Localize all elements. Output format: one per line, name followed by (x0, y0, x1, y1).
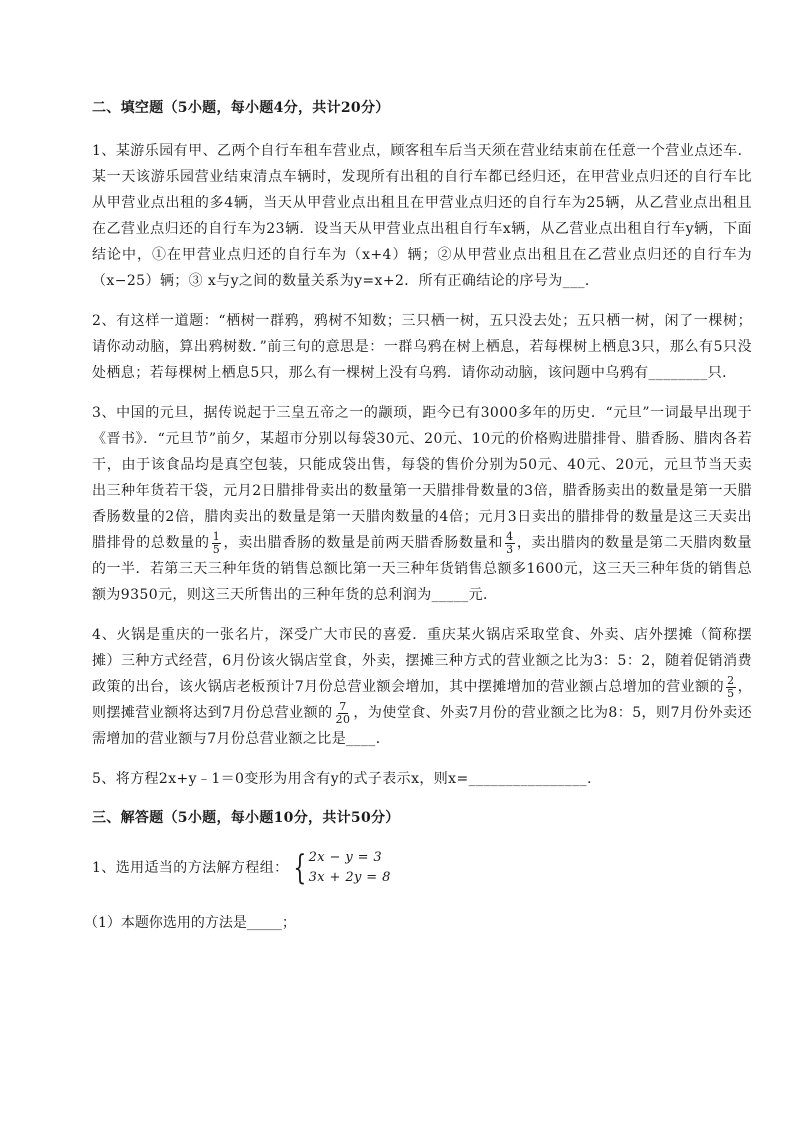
question-2-2: 2、有这样一道题：“栖树一群鸦，鸦树不知数；三只栖一树，五只没去处；五只栖一树，闲了一棵树；请你动动脑，算出鸦树数．”前三句的意思是：一群乌鸦在树上栖息，若每棵树上栖息3只，那么有5只没处栖息；若每棵树上栖息5只，那么有一棵树上没有乌鸦．请你动动脑，该问题中乌鸦有________只． (92, 313, 752, 381)
fraction-numerator: 2 (727, 673, 735, 687)
question-3-1-text: 1、选用适当的方法解方程组： (92, 860, 289, 876)
fraction-one-fifth (212, 531, 221, 556)
question-2-1: 1、某游乐园有甲、乙两个自行车租车营业点，顾客租车后当天须在营业结束前在任意一个营业点还车．某一天该游乐园营业结束清点车辆时，发现所有出租的自行车都已经归还，在甲营业点归还的自行车比从甲营业点出租的多4辆，当天从甲营业点出租且在甲营业点归还的自行车为25辆，从乙营业点出租且在乙营业点归还的自行车为23辆．设当天从甲营业点出租自行车x辆，从乙营业点出租自行车y辆，下面结论中，①在甲营业点归还的自行车为（x+4）辆；②从甲营业点出租且在乙营业点归还的自行车为（x−25）辆；③ x与y之间的数量关系为y=x+2．所有正确结论的序号为___． (92, 143, 752, 289)
question-2-3-part3: ，卖出腊肉的数量是第二天腊肉数量的一半．若第三天三种年货的销售总额比第一天三种年货销售总额多1600元，这三天三种年货的销售总额为9350元，则这三天所售出的三种年货的总利润为_____元． (92, 535, 752, 603)
fraction-denominator: 5 (727, 686, 735, 700)
question-3-1-subpart-1: （1）本题你选用的方法是_____； (84, 915, 296, 931)
question-2-4 (92, 622, 752, 752)
question-3-1 (92, 848, 752, 888)
equation-2: 3x + 2y = 8 (308, 870, 391, 885)
fraction-numerator: 1 (212, 529, 221, 543)
question-2-4-part1: 4、火锅是重庆的一张名片，深受广大市民的喜爱．重庆某火锅店采取堂食、外卖、店外摆摊（简称摆摊）三种方式经营，6月份该火锅店堂食，外卖，摆摊三种方式的营业额之比为3：5：2，随着促销消费政策的出台，该火锅店老板预计7月份总营业额会增加，其中摆摊增加的营业额占总增加的营业额的 (92, 627, 752, 695)
question-2-3-part2: ，卖出腊香肠的数量是前两天腊香肠数量和 (223, 535, 504, 551)
equation-1: 2x − y = 3 (308, 850, 383, 865)
fraction-two-fifths (726, 675, 735, 700)
fraction-numerator: 7 (339, 699, 347, 713)
fraction-denominator: 20 (335, 712, 351, 726)
question-2-3-part1: 3、中国的元旦，据传说起于三皇五帝之一的颛顼，距今已有3000多年的历史．“元旦”一词最早出现于《晋书》．“元旦节”前夕，某超市分别以每袋30元、20元、10元的价格购进腊排骨、腊香肠、腊肉各若干，由于该食品均是真空包装，只能成袋出售，每袋的售价分别为50元、40元、20元，元旦节当天卖出三种年货若干袋，元月2日腊排骨卖出的数量第一天腊排骨数量的3倍，腊香肠卖出的数量是第一天腊香肠数量的2倍，腊肉卖出的数量是第一天腊肉数量的4倍；元月3日卖出的腊排骨的数量是这三天卖出腊排骨的总数量的 (92, 405, 752, 551)
fraction-denominator: 3 (506, 542, 514, 556)
question-2-4-part2: ，则摆摊营业额将达到7月份总营业额的 (92, 679, 752, 721)
fraction-seven-twentieths (335, 701, 352, 726)
fraction-denominator: 5 (212, 542, 221, 556)
content-column (84, 96, 752, 936)
fraction-numerator: 4 (506, 529, 514, 543)
section2-heading: 二、填空题（5小题，每小题4分，共计20分） (92, 100, 390, 116)
fraction-four-thirds (505, 531, 514, 556)
question-2-3 (92, 400, 752, 608)
question-2-4-part3: ，为使堂食、外卖7月份的营业额之比为8：5，则7月份外卖还需增加的营业额与7月份总营业额之比是____． (92, 705, 752, 747)
equation-list (309, 848, 391, 888)
section3-heading: 三、解答题（5小题，每小题10分，共计50分） (92, 810, 400, 826)
left-brace-icon: { (292, 848, 307, 888)
question-2-5: 5、将方程2x+y﹣1＝0变形为用含有y的式子表示x，则x=________________. (92, 771, 592, 787)
equation-system (289, 848, 391, 888)
